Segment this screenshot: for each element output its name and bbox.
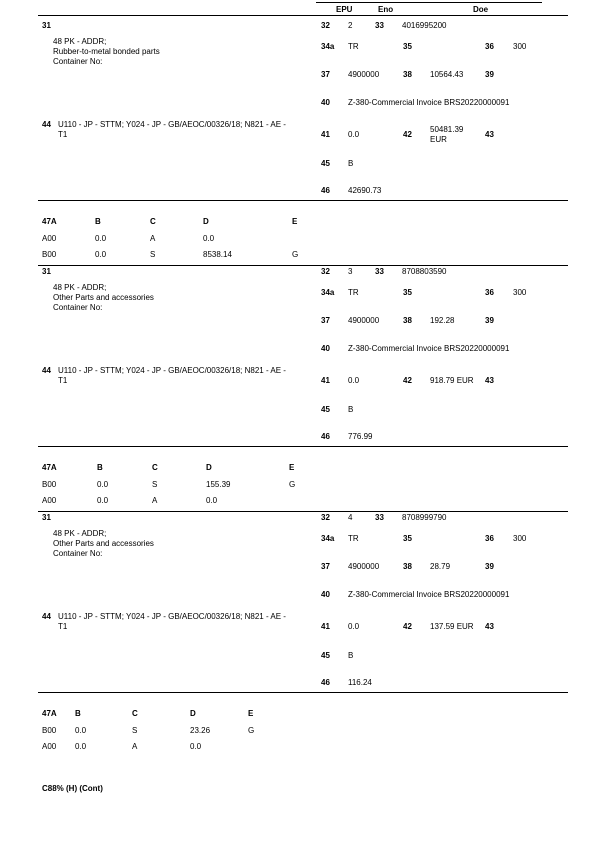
box-40-value: Z-380-Commercial Invoice BRS20220000091 — [348, 98, 510, 107]
tax-table-cell: 0.0 — [97, 480, 109, 489]
box-33-label: 33 — [375, 267, 384, 276]
box-40-label: 40 — [321, 98, 330, 107]
goods-description-line: Other Parts and accessories — [53, 293, 154, 302]
box-44-text-line: U110 - JP - STTM; Y024 - JP - GB/AEOC/00326/18; N821 - AE - — [58, 612, 286, 621]
box-39-label: 39 — [485, 316, 494, 325]
tax-table-cell: A00 — [42, 496, 57, 505]
box-46-value: 116.24 — [348, 678, 372, 687]
goods-description-line: 48 PK - ADDR; — [53, 529, 107, 538]
tax-table-cell: G — [292, 250, 299, 259]
footer-label: C88% (H) (Cont) — [42, 784, 103, 793]
block-separator-line — [38, 446, 568, 447]
tax-table-cell: 155.39 — [206, 480, 231, 489]
tax-table-header: 47A — [42, 217, 57, 226]
box-41-label: 41 — [321, 622, 330, 631]
tax-table-cell: A00 — [42, 234, 57, 243]
block-separator-line — [38, 692, 568, 693]
box-44-text-line: T1 — [58, 376, 68, 385]
box-39-label: 39 — [485, 70, 494, 79]
box-42-value: 918.79 EUR — [430, 376, 474, 385]
box-44-label: 44 — [42, 366, 51, 375]
box-42-label: 42 — [403, 376, 412, 385]
header-doe: Doe — [473, 5, 489, 14]
tax-table-cell: 0.0 — [203, 234, 215, 243]
tax-table-cell: 0.0 — [190, 742, 202, 751]
box-38-value: 192.28 — [430, 316, 455, 325]
goods-description-line: 48 PK - ADDR; — [53, 37, 107, 46]
goods-description-line: Container No: — [53, 303, 103, 312]
block-bottom-line — [38, 511, 568, 512]
box-34a-value: TR — [348, 42, 359, 51]
tax-table-cell: A00 — [42, 742, 57, 751]
tax-table-cell: S — [132, 726, 138, 735]
box-38-label: 38 — [403, 70, 412, 79]
box-45-value: B — [348, 159, 354, 168]
box-43-label: 43 — [485, 130, 494, 139]
box-42-value: 50481.39 — [430, 125, 464, 134]
tax-table-header: E — [292, 217, 298, 226]
tax-table-cell: 0.0 — [75, 742, 87, 751]
box-36-label: 36 — [485, 42, 494, 51]
box-35-label: 35 — [403, 534, 412, 543]
box-45-label: 45 — [321, 159, 330, 168]
box-42-value: 137.59 EUR — [430, 622, 474, 631]
tax-table-cell: B00 — [42, 250, 57, 259]
goods-description-line: Rubber-to-metal bonded parts — [53, 47, 160, 56]
box-36-label: 36 — [485, 288, 494, 297]
goods-description-line: Container No: — [53, 57, 103, 66]
tax-table-header: E — [289, 463, 295, 472]
box-44-label: 44 — [42, 612, 51, 621]
box-41-label: 41 — [321, 376, 330, 385]
tax-table-header: C — [152, 463, 158, 472]
box-33-value: 8708803590 — [402, 267, 447, 276]
tax-table-header: D — [190, 709, 196, 718]
tax-table-header: 47A — [42, 709, 57, 718]
box-33-label: 33 — [375, 513, 384, 522]
box-44-text-line: U110 - JP - STTM; Y024 - JP - GB/AEOC/00326/18; N821 - AE - — [58, 366, 286, 375]
tax-table-cell: 0.0 — [95, 250, 107, 259]
box-38-value: 28.79 — [430, 562, 451, 571]
box-44-text-line: T1 — [58, 622, 68, 631]
box-41-value: 0.0 — [348, 376, 360, 385]
box-42-label: 42 — [403, 622, 412, 631]
tax-table-cell: A — [152, 496, 158, 505]
box-46-label: 46 — [321, 432, 330, 441]
box-37-value: 4900000 — [348, 316, 380, 325]
box-39-label: 39 — [485, 562, 494, 571]
box-41-value: 0.0 — [348, 130, 360, 139]
tax-table-header: C — [150, 217, 156, 226]
tax-table-cell: 0.0 — [95, 234, 107, 243]
box-34a-label: 34a — [321, 42, 335, 51]
box-37-value: 4900000 — [348, 562, 380, 571]
box-32-value: 4 — [348, 513, 353, 522]
box-46-value: 42690.73 — [348, 186, 382, 195]
box-44-text-line: U110 - JP - STTM; Y024 - JP - GB/AEOC/00326/18; N821 - AE - — [58, 120, 286, 129]
box-34a-label: 34a — [321, 288, 335, 297]
box-45-value: B — [348, 405, 354, 414]
box-38-label: 38 — [403, 562, 412, 571]
tax-table-cell: 0.0 — [75, 726, 87, 735]
header-eno: Eno — [378, 5, 394, 14]
tax-table-header: 47A — [42, 463, 57, 472]
tax-table-header: D — [206, 463, 212, 472]
tax-table-cell: 0.0 — [97, 496, 109, 505]
tax-table-header: B — [97, 463, 103, 472]
box-44-label: 44 — [42, 120, 51, 129]
goods-description-line: Other Parts and accessories — [53, 539, 154, 548]
tax-table-cell: A — [132, 742, 138, 751]
box-32-label: 32 — [321, 21, 330, 30]
box-36-label: 36 — [485, 534, 494, 543]
box-34a-label: 34a — [321, 534, 335, 543]
box-41-label: 41 — [321, 130, 330, 139]
box-35-label: 35 — [403, 42, 412, 51]
tax-table-header: D — [203, 217, 209, 226]
box-41-value: 0.0 — [348, 622, 360, 631]
box-35-label: 35 — [403, 288, 412, 297]
box-36-value: 300 — [513, 42, 527, 51]
box-44-text-line: T1 — [58, 130, 68, 139]
box-46-value: 776.99 — [348, 432, 373, 441]
box-42-label: 42 — [403, 130, 412, 139]
box-43-label: 43 — [485, 376, 494, 385]
tax-table-header: E — [248, 709, 254, 718]
tax-table-header: C — [132, 709, 138, 718]
box-37-value: 4900000 — [348, 70, 380, 79]
tax-table-header: B — [75, 709, 81, 718]
tax-table-cell: 23.26 — [190, 726, 211, 735]
box-37-label: 37 — [321, 316, 330, 325]
box-40-label: 40 — [321, 344, 330, 353]
box-32-label: 32 — [321, 267, 330, 276]
tax-table-cell: G — [289, 480, 296, 489]
tax-table-cell: B00 — [42, 480, 57, 489]
box-34a-value: TR — [348, 288, 359, 297]
box-40-label: 40 — [321, 590, 330, 599]
header-top-line — [316, 2, 542, 3]
box-31-label: 31 — [42, 21, 51, 30]
tax-table-cell: 8538.14 — [203, 250, 232, 259]
box-34a-value: TR — [348, 534, 359, 543]
box-33-value: 4016995200 — [402, 21, 447, 30]
box-36-value: 300 — [513, 288, 527, 297]
tax-table-cell: G — [248, 726, 255, 735]
block-bottom-line — [38, 265, 568, 266]
box-31-label: 31 — [42, 267, 51, 276]
box-36-value: 300 — [513, 534, 527, 543]
box-45-label: 45 — [321, 405, 330, 414]
box-37-label: 37 — [321, 562, 330, 571]
box-33-label: 33 — [375, 21, 384, 30]
box-37-label: 37 — [321, 70, 330, 79]
box-32-label: 32 — [321, 513, 330, 522]
tax-table-cell: 0.0 — [206, 496, 218, 505]
header-epu: EPU — [336, 5, 353, 14]
box-40-value: Z-380-Commercial Invoice BRS20220000091 — [348, 344, 510, 353]
tax-table-header: B — [95, 217, 101, 226]
box-45-value: B — [348, 651, 354, 660]
box-43-label: 43 — [485, 622, 494, 631]
block-separator-line — [38, 200, 568, 201]
goods-description-line: 48 PK - ADDR; — [53, 283, 107, 292]
box-45-label: 45 — [321, 651, 330, 660]
tax-table-cell: S — [150, 250, 156, 259]
tax-table-cell: B00 — [42, 726, 57, 735]
box-46-label: 46 — [321, 678, 330, 687]
box-38-label: 38 — [403, 316, 412, 325]
tax-table-cell: S — [152, 480, 158, 489]
box-40-value: Z-380-Commercial Invoice BRS20220000091 — [348, 590, 510, 599]
box-32-value: 2 — [348, 21, 353, 30]
box-33-value: 8708999790 — [402, 513, 447, 522]
goods-description-line: Container No: — [53, 549, 103, 558]
box-46-label: 46 — [321, 186, 330, 195]
box-42-value: EUR — [430, 135, 447, 144]
tax-table-cell: A — [150, 234, 156, 243]
box-31-label: 31 — [42, 513, 51, 522]
header-bottom-line — [38, 15, 568, 16]
box-38-value: 10564.43 — [430, 70, 464, 79]
box-32-value: 3 — [348, 267, 353, 276]
